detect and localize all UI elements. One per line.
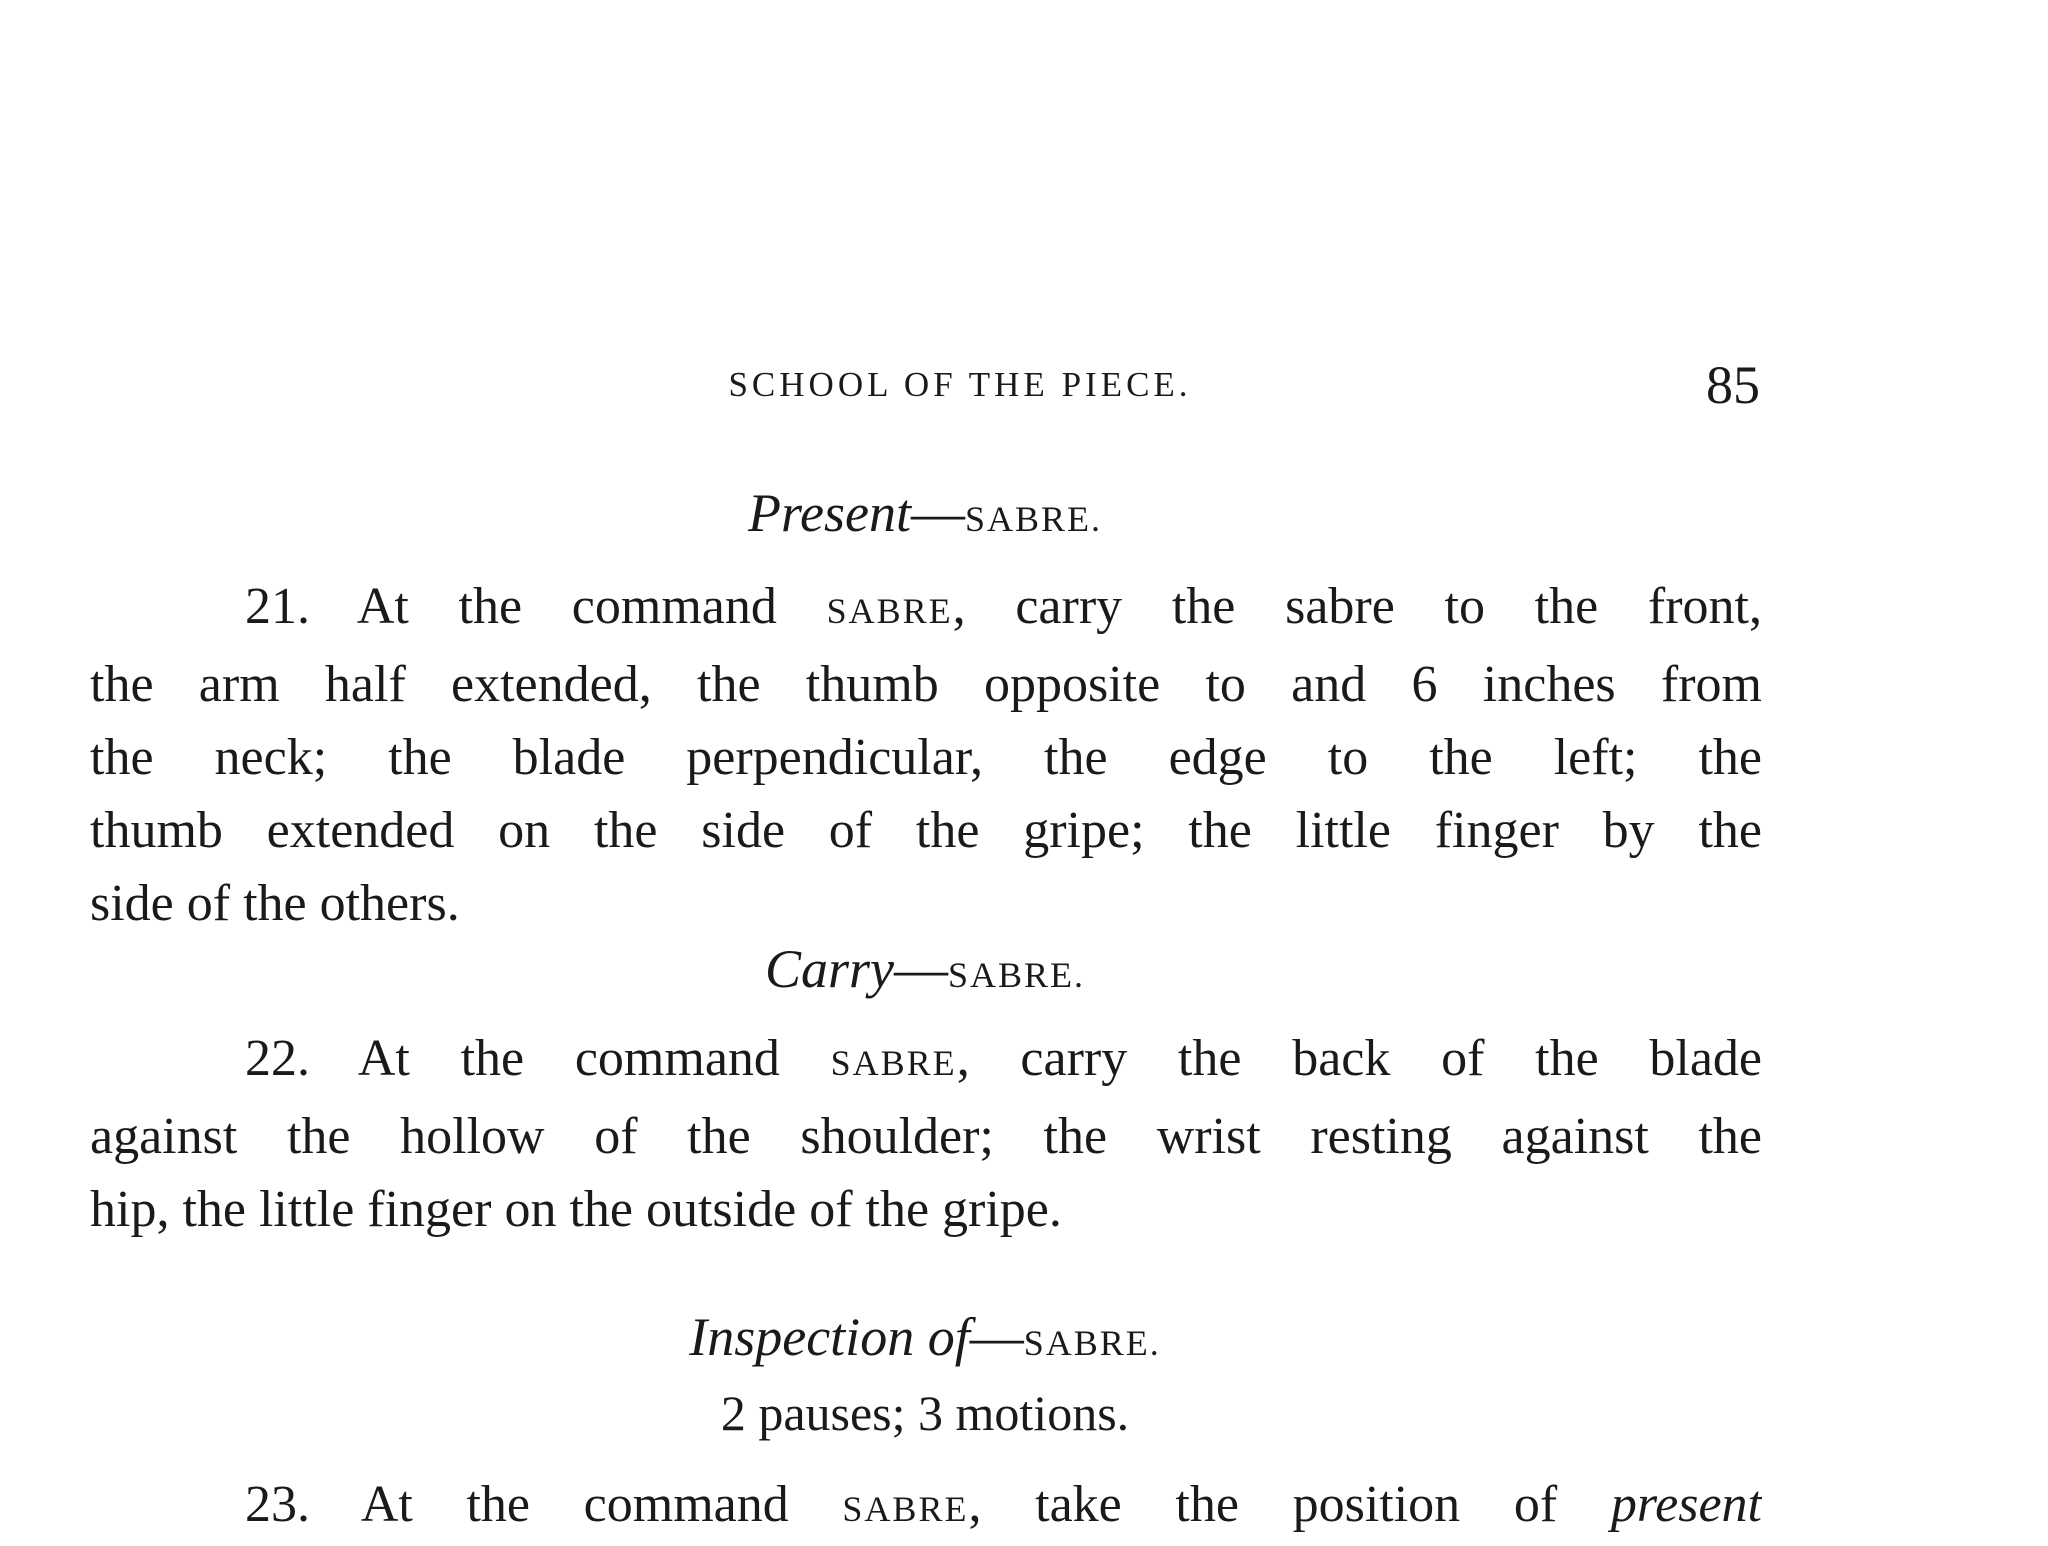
paragraph-line — [90, 1022, 1762, 1100]
heading-dash: — — [969, 1307, 1024, 1367]
running-head — [90, 350, 1760, 420]
section-heading-carry — [90, 938, 1760, 1000]
heading-dash: — — [910, 483, 965, 543]
running-title: SCHOOL OF THE PIECE. — [728, 365, 1192, 404]
line-text: , take the position of — [968, 1476, 1611, 1533]
paragraph-line: against the hollow of the shoulder; the wrist resting against the — [90, 1108, 1762, 1165]
paragraph-number: 22. — [245, 1030, 310, 1087]
italic-word: present — [1610, 1476, 1762, 1533]
paragraph-line: side of the others. — [90, 875, 460, 932]
heading-italic: Carry — [764, 939, 894, 999]
line-text: , carry the back of the blade — [956, 1030, 1762, 1087]
page-number: 85 — [1706, 355, 1760, 415]
heading-caps: SABRE. — [964, 499, 1102, 539]
paragraph-line — [90, 570, 1762, 648]
section-heading-inspection — [90, 1306, 1760, 1368]
heading-caps: SABRE. — [1023, 1323, 1161, 1363]
paragraph-line: hip, the little finger on the outside of the gripe. — [90, 1181, 1062, 1238]
line-text: At the command — [356, 578, 827, 635]
line-text: At the command — [357, 1030, 831, 1087]
paragraph-22 — [90, 1022, 1762, 1246]
heading-italic: Present — [748, 483, 911, 543]
paragraph-number: 21. — [245, 578, 310, 635]
sub-heading-pauses: 2 pauses; 3 motions. — [720, 1385, 1130, 1441]
paragraph-21 — [90, 570, 1762, 940]
command-word: SABRE — [830, 1043, 957, 1083]
paragraph-line: the neck; the blade perpendicular, the edge to the left; the — [90, 729, 1762, 786]
command-word: SABRE — [842, 1489, 969, 1529]
heading-caps: SABRE. — [947, 955, 1086, 995]
command-word: SABRE — [826, 591, 953, 631]
paragraph-number: 23. — [245, 1476, 310, 1533]
paragraph-line: the arm half extended, the thumb opposite to and 6 inches from — [90, 656, 1762, 713]
heading-dash: — — [893, 939, 948, 999]
paragraph-line: thumb extended on the side of the gripe; the little finger by the — [90, 802, 1762, 859]
paragraph-23 — [90, 1468, 1762, 1546]
line-text: At the command — [360, 1476, 843, 1533]
paragraph-line — [90, 1468, 1762, 1546]
line-text: , carry the sabre to the front, — [952, 578, 1762, 635]
section-heading-present — [90, 482, 1760, 544]
heading-italic: Inspection of — [689, 1307, 970, 1367]
